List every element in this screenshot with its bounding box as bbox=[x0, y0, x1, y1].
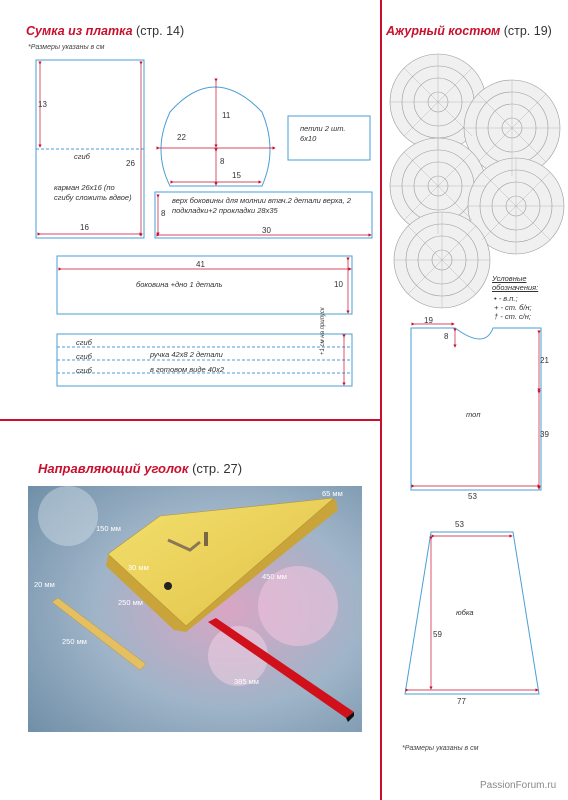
suit-size-note: *Размеры указаны в см bbox=[402, 745, 479, 752]
top-dim-19: 19 bbox=[424, 316, 433, 325]
dim-250mm-bar: 250 мм bbox=[62, 637, 87, 646]
pocket-fold-label: сгиб bbox=[74, 152, 90, 161]
handle-allowance-label: +1 см на припуск bbox=[320, 307, 326, 355]
zipper-dim-30: 30 bbox=[262, 226, 271, 235]
side-dim-41: 41 bbox=[196, 260, 205, 269]
corner-title-text: Направляющий уголок bbox=[38, 461, 189, 476]
legend-title: Условные обозначения: bbox=[492, 274, 539, 292]
corner-title bbox=[38, 461, 242, 476]
pocket-dim-13: 13 bbox=[38, 100, 47, 109]
skirt-dim-59: 59 bbox=[433, 630, 442, 639]
top-label: топ bbox=[466, 410, 481, 419]
dim-150mm: 150 мм bbox=[96, 524, 121, 533]
suit-title bbox=[386, 24, 552, 38]
bag-title-text: Сумка из платка bbox=[26, 24, 133, 38]
dim-250mm-board: 250 мм bbox=[118, 598, 143, 607]
legend-item-2: † - ст. с/н; bbox=[494, 312, 531, 321]
suit-pattern-lines bbox=[381, 310, 568, 710]
handle-fold-3: сгиб bbox=[76, 366, 92, 375]
zipper-piece-label: верх боковины для молнии втач.2 детали верха, 2 подкладки+2 прокладки 28х35 bbox=[172, 196, 351, 215]
arch-dim-8: 8 bbox=[220, 157, 225, 166]
skirt-dim-77: 77 bbox=[457, 697, 466, 706]
site-watermark: PassionForum.ru bbox=[480, 780, 557, 791]
dim-20mm: 20 мм bbox=[34, 580, 55, 589]
top-dim-39: 39 bbox=[540, 430, 549, 439]
handle-fold-2: сгиб bbox=[76, 352, 92, 361]
top-dim-53: 53 bbox=[468, 492, 477, 501]
dim-65mm: 65 мм bbox=[322, 489, 343, 498]
dim-450mm: 450 мм bbox=[262, 572, 287, 581]
handle-label-1: ручка 42х8 2 детали bbox=[150, 350, 223, 359]
bag-page-ref: (стр. 14) bbox=[136, 24, 185, 38]
skirt-label: юбка bbox=[456, 608, 474, 617]
pocket-dim-16: 16 bbox=[80, 223, 89, 232]
top-dim-21: 21 bbox=[540, 356, 549, 365]
pocket-dim-26: 26 bbox=[126, 159, 135, 168]
handle-label-2: в готовом виде 40х2 bbox=[150, 365, 225, 374]
corner-page-ref: (стр. 27) bbox=[192, 461, 243, 476]
zipper-dim-8: 8 bbox=[161, 209, 166, 218]
side-bottom-label: боковина +дно 1 деталь bbox=[136, 280, 223, 289]
handle-fold-1: сгиб bbox=[76, 338, 92, 347]
loop-label: петли 2 шт. 6х10 bbox=[300, 124, 346, 143]
suit-page-ref: (стр. 19) bbox=[503, 24, 552, 38]
arch-dim-15: 15 bbox=[232, 171, 241, 180]
bag-size-note: *Размеры указаны в см bbox=[28, 44, 105, 51]
dim-385mm: 385 мм bbox=[234, 677, 259, 686]
dim-30mm: 30 мм bbox=[128, 563, 149, 572]
skirt-dim-53: 53 bbox=[455, 520, 464, 529]
arch-dim-22: 22 bbox=[177, 133, 186, 142]
legend-item-0: • - в.п.; bbox=[494, 294, 518, 303]
top-dim-8: 8 bbox=[444, 332, 449, 341]
side-dim-10: 10 bbox=[334, 280, 343, 289]
suit-title-text: Ажурный костюм bbox=[386, 24, 501, 38]
crochet-motif-diagram bbox=[386, 42, 566, 312]
legend-item-1: + - ст. б/н; bbox=[494, 303, 532, 312]
guide-corner-illustration bbox=[28, 486, 362, 732]
pocket-label: карман 26х16 (по сгибу сложить вдвое) bbox=[54, 183, 132, 202]
arch-dim-11: 11 bbox=[222, 111, 231, 120]
